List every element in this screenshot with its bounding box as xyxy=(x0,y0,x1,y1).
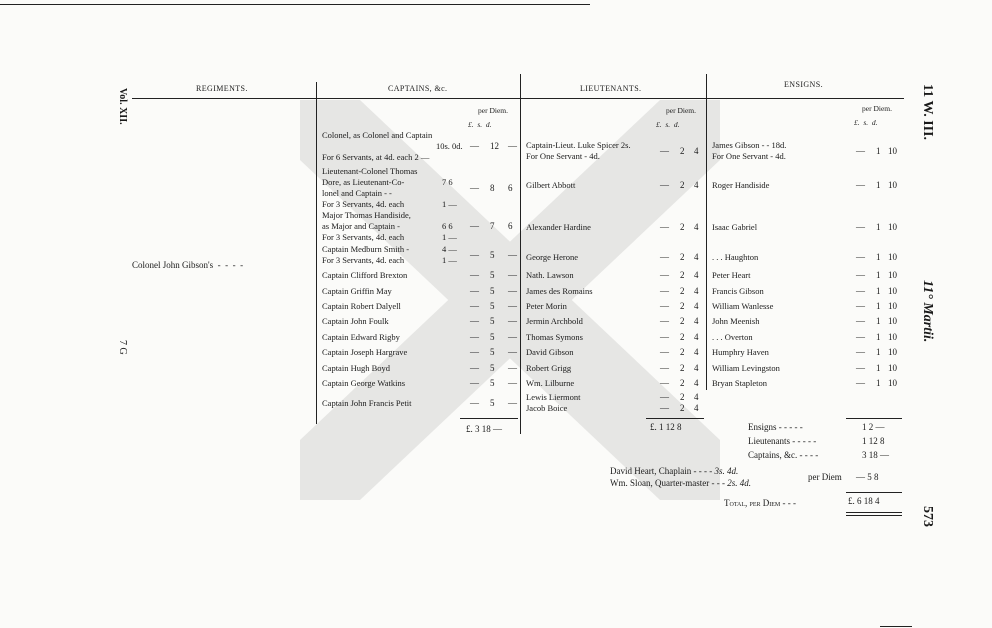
column-divider xyxy=(316,82,317,424)
regnal-year: 11 W. III. xyxy=(920,84,935,141)
ensign-amount: — xyxy=(856,180,865,190)
regiment-name: Colonel John Gibson's - - - - xyxy=(132,260,244,270)
ensign-name: William Wanlesse xyxy=(712,301,774,311)
captain-amount: — xyxy=(508,286,517,296)
per-diem-ensigns: per Diem. xyxy=(862,104,892,113)
summary-label: Lieutenants - - - - - xyxy=(748,436,817,446)
captain-amount: 5 xyxy=(490,398,495,408)
captain-amount: — xyxy=(470,141,479,151)
captain-amount: 6 xyxy=(508,221,513,231)
lieutenant-amount: 4 xyxy=(694,222,699,232)
ensign-amount: 1 xyxy=(876,378,881,388)
ensign-amount: 1 xyxy=(876,145,881,156)
captain-amount: — xyxy=(470,316,479,326)
lieutenant-name: Lewis Liermont xyxy=(526,392,581,402)
lieutenant-amount: 4 xyxy=(694,180,699,190)
lieutenant-amount: 2 xyxy=(680,145,685,156)
lieutenant-amount: 2 xyxy=(680,180,685,190)
column-divider xyxy=(706,74,707,390)
ensign-amount: 1 xyxy=(876,332,881,342)
captains-total: £. 3 18 — xyxy=(466,424,502,434)
lieutenant-name: David Gibson xyxy=(526,347,574,357)
captain-extra: 6 6 xyxy=(442,221,453,231)
lieutenant-amount: — xyxy=(660,252,669,262)
lieutenant-amount: — xyxy=(660,222,669,232)
lieutenant-name: Jermin Archbold xyxy=(526,316,583,326)
ensign-amount: — xyxy=(856,347,865,357)
captain-line: Captain Clifford Brexton xyxy=(322,270,408,280)
lieutenant-amount: 4 xyxy=(694,347,699,357)
lieutenant-amount: 2 xyxy=(680,378,685,388)
captain-amount: 12 xyxy=(490,141,499,151)
ensign-amount: 10 xyxy=(888,222,897,232)
captain-amount: 6 xyxy=(508,182,513,193)
captain-amount: 8 xyxy=(490,182,495,193)
captain-amount: 5 xyxy=(490,347,495,357)
ensign-name: Peter Heart xyxy=(712,270,751,280)
captains-total-rule xyxy=(460,418,518,419)
header-ensigns: ENSIGNS. xyxy=(784,80,823,89)
grand-total: £. 6 18 4 xyxy=(848,496,880,506)
captain-extra: 4 — xyxy=(442,244,457,254)
staff-quartermaster: Wm. Sloan, Quarter-master - - - 2s. 4d. xyxy=(610,478,752,488)
captain-amount: 5 xyxy=(490,363,495,373)
ensign-amount: — xyxy=(856,270,865,280)
lieutenant-name: Wm. Lilburne xyxy=(526,378,575,388)
captain-extra: 1 — xyxy=(442,255,457,265)
ensign-amount: — xyxy=(856,286,865,296)
captain-line: For 3 Servants, 4d. each xyxy=(322,255,405,265)
captain-amount: — xyxy=(470,378,479,388)
captain-line: Colonel, as Colonel and Captain xyxy=(322,130,433,140)
lieutenant-amount: 2 xyxy=(680,301,685,311)
captain-line: Captain George Watkins xyxy=(322,378,406,388)
lieutenant-amount: — xyxy=(660,180,669,190)
captain-amount: 5 xyxy=(490,332,495,342)
lieutenant-amount: 4 xyxy=(694,332,699,342)
volume-label: Vol. XII. xyxy=(117,88,128,125)
header-captains: CAPTAINS, &c. xyxy=(388,84,448,93)
captain-line: Major Thomas Handiside, xyxy=(322,210,411,220)
summary-label: Ensigns - - - - - xyxy=(748,422,803,432)
lieutenant-amount: — xyxy=(660,301,669,311)
ensign-amount: 10 xyxy=(888,347,897,357)
lieutenant-amount: — xyxy=(660,270,669,280)
lieutenant-amount: 4 xyxy=(694,286,699,296)
header-lieutenants: LIEUTENANTS. xyxy=(580,84,642,93)
lieutenant-amount: 2 xyxy=(680,347,685,357)
lieutenant-amount: — xyxy=(660,286,669,296)
ensign-amount: 10 xyxy=(888,301,897,311)
captain-amount: 5 xyxy=(490,286,495,296)
captain-line: Lieutenant-Colonel Thomas xyxy=(322,166,418,176)
lieutenant-amount: 2 xyxy=(680,286,685,296)
ensign-amount: — xyxy=(856,332,865,342)
lieutenant-amount: — xyxy=(660,392,669,402)
ensign-name: . . . Haughton xyxy=(712,252,759,262)
lieutenant-amount: 2 xyxy=(680,270,685,280)
lieutenant-amount: 4 xyxy=(694,145,699,156)
lieutenant-amount: 4 xyxy=(694,363,699,373)
captain-amount: 5 xyxy=(490,270,495,280)
lieutenant-amount: 4 xyxy=(694,270,699,280)
per-diem-lieutenants: per Diem. xyxy=(666,106,696,115)
captain-line: 10s. 0d. xyxy=(436,141,463,151)
lieutenant-name: Gilbert Abbott xyxy=(526,180,576,190)
lieutenant-name: For One Servant - 4d. xyxy=(526,151,600,161)
captain-line: Captain John Foulk xyxy=(322,316,389,326)
lieutenant-amount: 4 xyxy=(694,403,699,413)
lieutenant-amount: 4 xyxy=(694,301,699,311)
lieutenant-name: Captain-Lieut. Luke Spicer 2s. xyxy=(526,140,631,150)
captain-amount: — xyxy=(508,316,517,326)
captain-amount: — xyxy=(470,270,479,280)
ensign-name: James Gibson - - 18d. xyxy=(712,140,787,150)
lieutenant-amount: — xyxy=(660,378,669,388)
ensign-amount: 1 xyxy=(876,252,881,262)
ensign-name: Humphry Haven xyxy=(712,347,769,357)
ensign-amount: — xyxy=(856,252,865,262)
captain-line: Captain Hugh Boyd xyxy=(322,363,390,373)
captain-amount: — xyxy=(470,286,479,296)
lieutenant-name: James des Romains xyxy=(526,286,593,296)
captain-amount: — xyxy=(470,182,479,193)
captain-amount: 5 xyxy=(490,378,495,388)
lieutenant-name: Thomas Symons xyxy=(526,332,583,342)
lieutenant-amount: — xyxy=(660,347,669,357)
captain-line: For 3 Servants, 4d. each xyxy=(322,199,405,209)
staff-chaplain: David Heart, Chaplain - - - - 3s. 4d. xyxy=(610,466,739,476)
ensign-amount: 10 xyxy=(888,270,897,280)
header-regiments: REGIMENTS. xyxy=(196,84,248,93)
grand-total-rule-double xyxy=(846,515,902,516)
ensign-amount: 10 xyxy=(888,332,897,342)
lieutenant-amount: 4 xyxy=(694,316,699,326)
ensign-name: Bryan Stapleton xyxy=(712,378,768,388)
ensign-amount: 10 xyxy=(888,316,897,326)
ensign-amount: 1 xyxy=(876,316,881,326)
captain-amount: — xyxy=(470,221,479,231)
ensign-amount: 1 xyxy=(876,363,881,373)
captain-amount: — xyxy=(508,270,517,280)
captain-amount: 5 xyxy=(490,301,495,311)
ensign-amount: 1 xyxy=(876,347,881,357)
captain-amount: — xyxy=(470,363,479,373)
ensign-amount: 1 xyxy=(876,270,881,280)
lieutenants-total: £. 1 12 8 xyxy=(650,422,682,432)
date-label: 11° Martii. xyxy=(920,280,935,343)
lieutenant-name: Alexander Hardine xyxy=(526,222,591,232)
ensign-name: Isaac Gabriel xyxy=(712,222,758,232)
lieutenant-amount: 2 xyxy=(680,392,685,402)
lsd-ensigns: £. s. d. xyxy=(854,118,878,127)
captain-amount: — xyxy=(470,398,479,408)
ensign-name: Roger Handiside xyxy=(712,180,770,190)
ensign-name: For One Servant - 4d. xyxy=(712,151,786,161)
captain-amount: — xyxy=(508,249,517,260)
captain-amount: — xyxy=(508,332,517,342)
lieutenant-name: George Herone xyxy=(526,252,579,262)
captain-line: as Major and Captain - xyxy=(322,221,400,231)
ensign-amount: 10 xyxy=(888,286,897,296)
lieutenant-amount: — xyxy=(660,403,669,413)
lieutenant-name: Robert Grigg xyxy=(526,363,572,373)
lieutenant-amount: 2 xyxy=(680,332,685,342)
captain-extra: 1 — xyxy=(442,232,457,242)
lieutenant-amount: 2 xyxy=(680,316,685,326)
captain-amount: — xyxy=(508,378,517,388)
ensign-amount: 1 xyxy=(876,301,881,311)
ensign-name: Francis Gibson xyxy=(712,286,764,296)
ensign-amount: 10 xyxy=(888,145,897,156)
summary-amount: 3 18 — xyxy=(862,450,889,460)
captain-extra: 1 — xyxy=(442,199,457,209)
top-rule xyxy=(0,4,590,5)
ensign-amount: 10 xyxy=(888,363,897,373)
captain-amount: — xyxy=(508,363,517,373)
per-diem-captains: per Diem. xyxy=(478,106,508,115)
captain-line: Dore, as Lieutenant-Co- xyxy=(322,177,405,187)
page-number: 573 xyxy=(920,506,935,527)
header-rule xyxy=(132,98,904,99)
captain-extra: 7 6 xyxy=(442,177,453,187)
captain-line: Captain John Francis Petit xyxy=(322,398,412,408)
ensign-amount: 1 xyxy=(876,180,881,190)
captain-amount: — xyxy=(470,347,479,357)
captain-amount: 5 xyxy=(490,316,495,326)
captain-amount: — xyxy=(508,347,517,357)
captain-line: For 6 Servants, at 4d. each 2 — xyxy=(322,152,430,162)
ensign-amount: 10 xyxy=(888,378,897,388)
captain-amount: — xyxy=(508,398,517,408)
ensign-amount: — xyxy=(856,316,865,326)
lieutenant-amount: 2 xyxy=(680,403,685,413)
ensign-amount: 1 xyxy=(876,286,881,296)
captain-amount: 7 xyxy=(490,221,495,231)
ensign-amount: — xyxy=(856,145,865,156)
lieutenant-amount: — xyxy=(660,332,669,342)
captain-line: Captain Medburn Smith - xyxy=(322,244,410,254)
lieutenant-name: Jacob Boice xyxy=(526,403,568,413)
lieutenant-amount: — xyxy=(660,363,669,373)
captain-amount: — xyxy=(508,301,517,311)
captain-amount: — xyxy=(470,301,479,311)
captain-line: Captain Griffin May xyxy=(322,286,392,296)
lieutenants-total-rule xyxy=(646,418,704,419)
summary-label: Captains, &c. - - - - xyxy=(748,450,819,460)
lieutenant-amount: — xyxy=(660,145,669,156)
captain-line: For 3 Servants, 4d. each xyxy=(322,232,405,242)
captain-amount: — xyxy=(470,249,479,260)
lieutenant-amount: — xyxy=(660,316,669,326)
lieutenant-amount: 2 xyxy=(680,222,685,232)
lsd-lieutenants: £. s. d. xyxy=(656,120,680,129)
ensign-amount: — xyxy=(856,222,865,232)
lieutenant-amount: 4 xyxy=(694,392,699,402)
lieutenant-name: Nath. Lawson xyxy=(526,270,574,280)
ensign-name: John Meenish xyxy=(712,316,760,326)
captain-amount: 5 xyxy=(490,249,495,260)
signature-mark: 7 G xyxy=(117,340,128,355)
ensign-amount: — xyxy=(856,301,865,311)
captain-line: lonel and Captain - - xyxy=(322,188,392,198)
captain-line: Captain Robert Dalyell xyxy=(322,301,401,311)
grand-total-rule-bottom xyxy=(846,512,902,513)
staff-per-diem: per Diem xyxy=(808,472,842,482)
summary-amount: 1 2 — xyxy=(862,422,885,432)
summary-rule xyxy=(846,418,902,419)
lieutenant-amount: 4 xyxy=(694,252,699,262)
column-divider xyxy=(520,74,521,434)
summary-amount: 1 12 8 xyxy=(862,436,885,446)
ensign-amount: 10 xyxy=(888,180,897,190)
captain-amount: — xyxy=(508,141,517,151)
lieutenant-amount: 2 xyxy=(680,252,685,262)
ensign-name: William Levingston xyxy=(712,363,780,373)
ensign-name: . . . Overton xyxy=(712,332,753,342)
staff-total: — 5 8 xyxy=(856,472,879,482)
lieutenant-amount: 4 xyxy=(694,378,699,388)
grand-total-label: Total, per Diem - - - xyxy=(724,498,797,508)
captain-line: Captain Edward Rigby xyxy=(322,332,400,342)
bottom-rule xyxy=(880,626,912,627)
lieutenant-amount: 2 xyxy=(680,363,685,373)
ensign-amount: 1 xyxy=(876,222,881,232)
captain-amount: — xyxy=(470,332,479,342)
captain-line: Captain Joseph Hargrave xyxy=(322,347,408,357)
ensign-amount: — xyxy=(856,378,865,388)
lieutenant-name: Peter Morin xyxy=(526,301,567,311)
ensign-amount: — xyxy=(856,363,865,373)
ensign-amount: 10 xyxy=(888,252,897,262)
lsd-captains: £. s. d. xyxy=(468,120,492,129)
grand-total-rule-top xyxy=(846,492,902,493)
